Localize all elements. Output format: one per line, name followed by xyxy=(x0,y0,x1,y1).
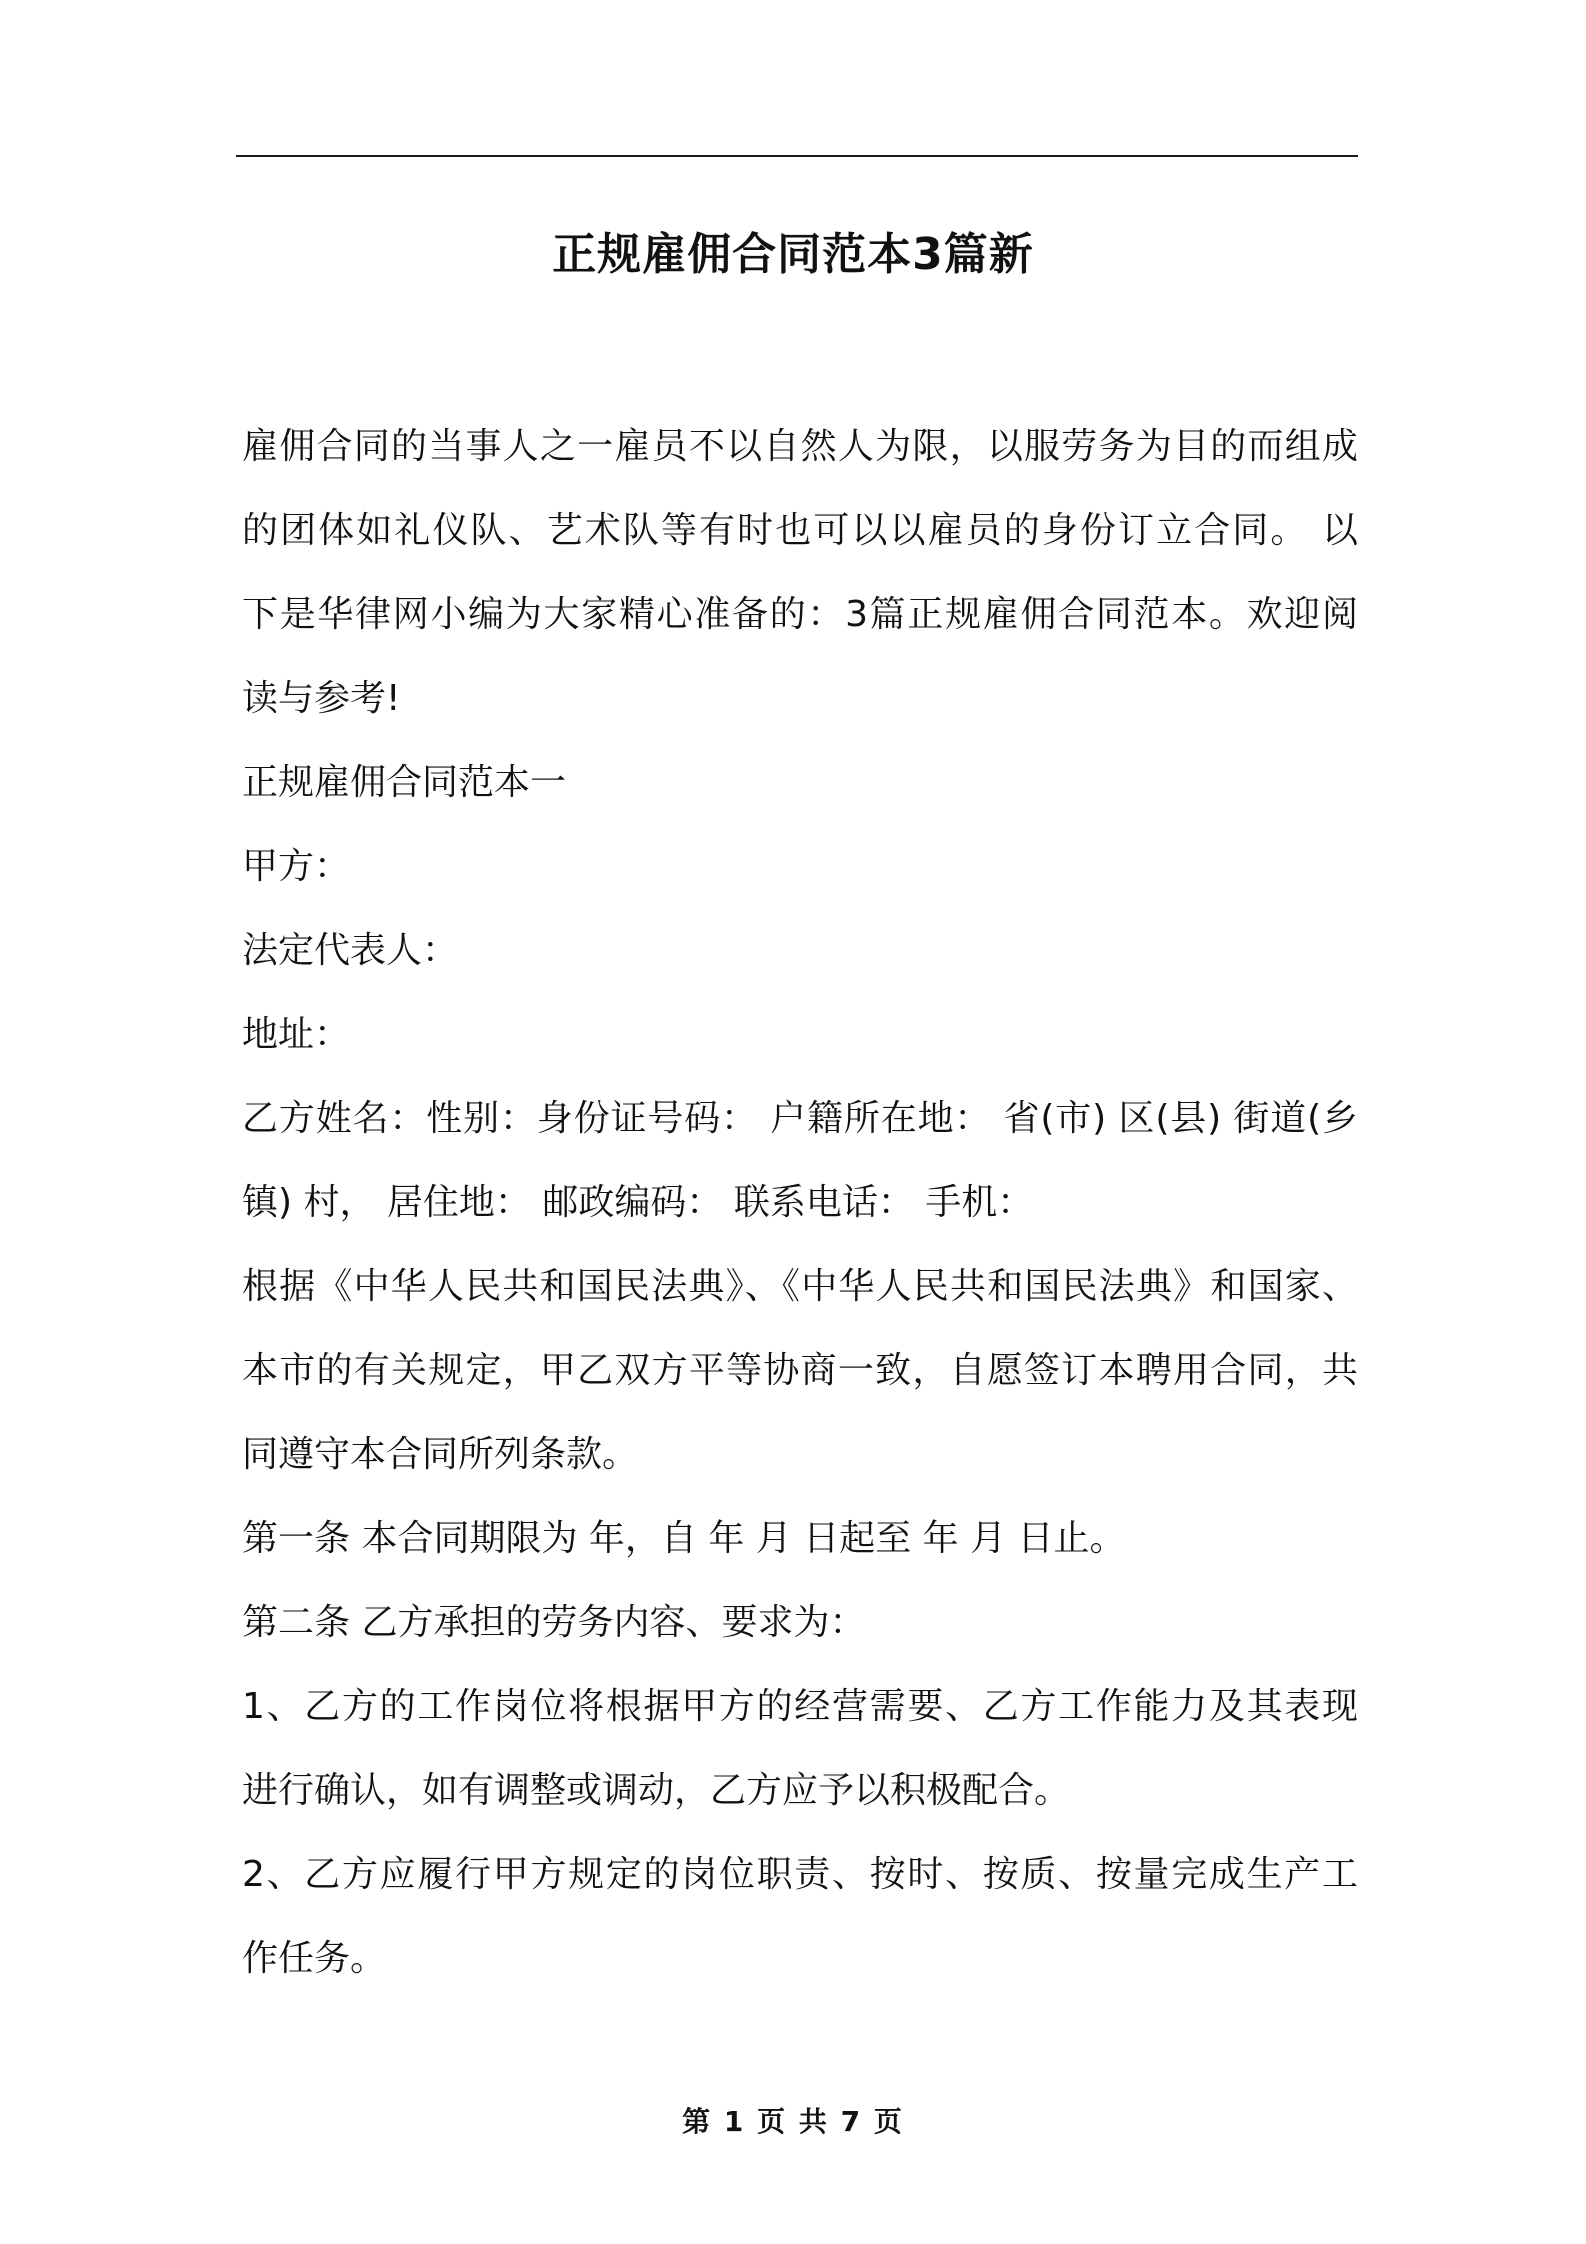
body-line: 根据《中华人民共和国民法典》、《中华人民共和国民法典》和国家、 xyxy=(242,1266,1358,1307)
clause-item: 进行确认，如有调整或调动，乙方应予以积极配合。 xyxy=(242,1770,1071,1811)
header-rule xyxy=(236,155,1358,157)
body-line: 雇佣合同的当事人之一雇员不以自然人为限，以服劳务为目的而组成 xyxy=(242,426,1358,467)
body-line: 读与参考! xyxy=(242,678,401,719)
document-body xyxy=(242,405,1358,2001)
body-line: 同遵守本合同所列条款。 xyxy=(242,1434,639,1475)
body-line: 本市的有关规定，甲乙双方平等协商一致，自愿签订本聘用合同，共 xyxy=(242,1350,1358,1391)
party-b-fields: 乙方姓名：性别：身份证号码： 户籍所在地： 省(市) 区(县) 街道(乡 xyxy=(242,1098,1358,1139)
section-heading: 正规雇佣合同范本一 xyxy=(242,762,567,803)
article-two: 第二条 乙方承担的劳务内容、要求为： xyxy=(242,1602,866,1643)
clause-item: 1、乙方的工作岗位将根据甲方的经营需要、乙方工作能力及其表现 xyxy=(242,1686,1358,1727)
address-label: 地址： xyxy=(242,1014,351,1055)
party-b-fields: 镇) 村， 居住地： 邮政编码： 联系电话： 手机： xyxy=(242,1182,1034,1223)
article-one: 第一条 本合同期限为 年，自 年 月 日起至 年 月 日止。 xyxy=(242,1518,1126,1559)
body-line: 下是华律网小编为大家精心准备的：3篇正规雇佣合同范本。欢迎阅 xyxy=(242,594,1358,635)
body-line: 的团体如礼仪队、艺术队等有时也可以以雇员的身份订立合同。 以 xyxy=(242,510,1358,551)
page-title: 正规雇佣合同范本3篇新 xyxy=(552,229,1034,280)
clause-item: 作任务。 xyxy=(242,1938,387,1979)
page-number: 第 1 页 共 7 页 xyxy=(682,2105,904,2138)
party-a-label: 甲方： xyxy=(242,846,351,887)
clause-item: 2、乙方应履行甲方规定的岗位职责、按时、按质、按量完成生产工 xyxy=(242,1854,1358,1895)
legal-rep-label: 法定代表人： xyxy=(242,930,459,971)
